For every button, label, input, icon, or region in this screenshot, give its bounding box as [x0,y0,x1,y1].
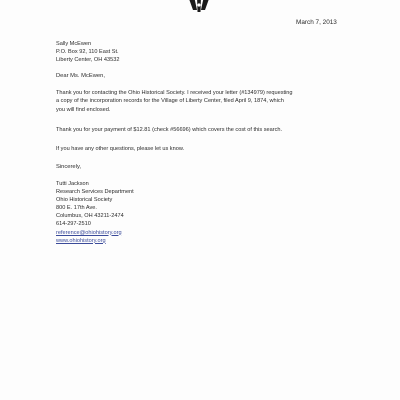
paragraph-line: you will find enclosed. [56,106,111,113]
signature-block [56,180,134,245]
body-paragraph [56,145,184,153]
website-link[interactable]: www.ohiohistory.org [56,237,106,244]
signer-department: Research Services Department [56,189,134,196]
paragraph-line: If you have any other questions, please let us know. [56,146,185,152]
recipient-address [56,40,119,64]
signer-phone: 614-297-2510 [56,221,91,228]
email-link[interactable]: reference@ohiohistory.org [56,229,122,236]
signer-street: 800 E. 17th Ave. [56,205,97,212]
paragraph-line: a copy of the incorporation records for the Village of Liberty Center, filed April 9, 1874, which [56,98,284,105]
recipient-city: Liberty Center, OH 43532 [56,57,120,64]
signer-city: Columbus, OH 43211-2474 [56,213,124,220]
salutation: Dear Ms. McEwen, [56,73,105,79]
closing: Sincerely, [56,164,82,170]
letter-date: March 7, 2013 [296,19,337,26]
ohio-historical-society-logo-icon [186,0,212,16]
paragraph-line: Thank you for contacting the Ohio Historical Society. I received your letter (#134979) requesting [56,90,293,96]
signer-name: Tutti Jackson [56,181,89,187]
signer-organization: Ohio Historical Society [56,197,113,204]
recipient-name: Sally McEwen [56,41,92,47]
body-paragraph [56,89,293,114]
body-paragraph [56,126,282,134]
recipient-street: P.O. Box 92, 110 East St. [56,49,119,56]
paragraph-line: Thank you for your payment of $12.81 (check #56696) which covers the cost of this search. [56,127,283,133]
